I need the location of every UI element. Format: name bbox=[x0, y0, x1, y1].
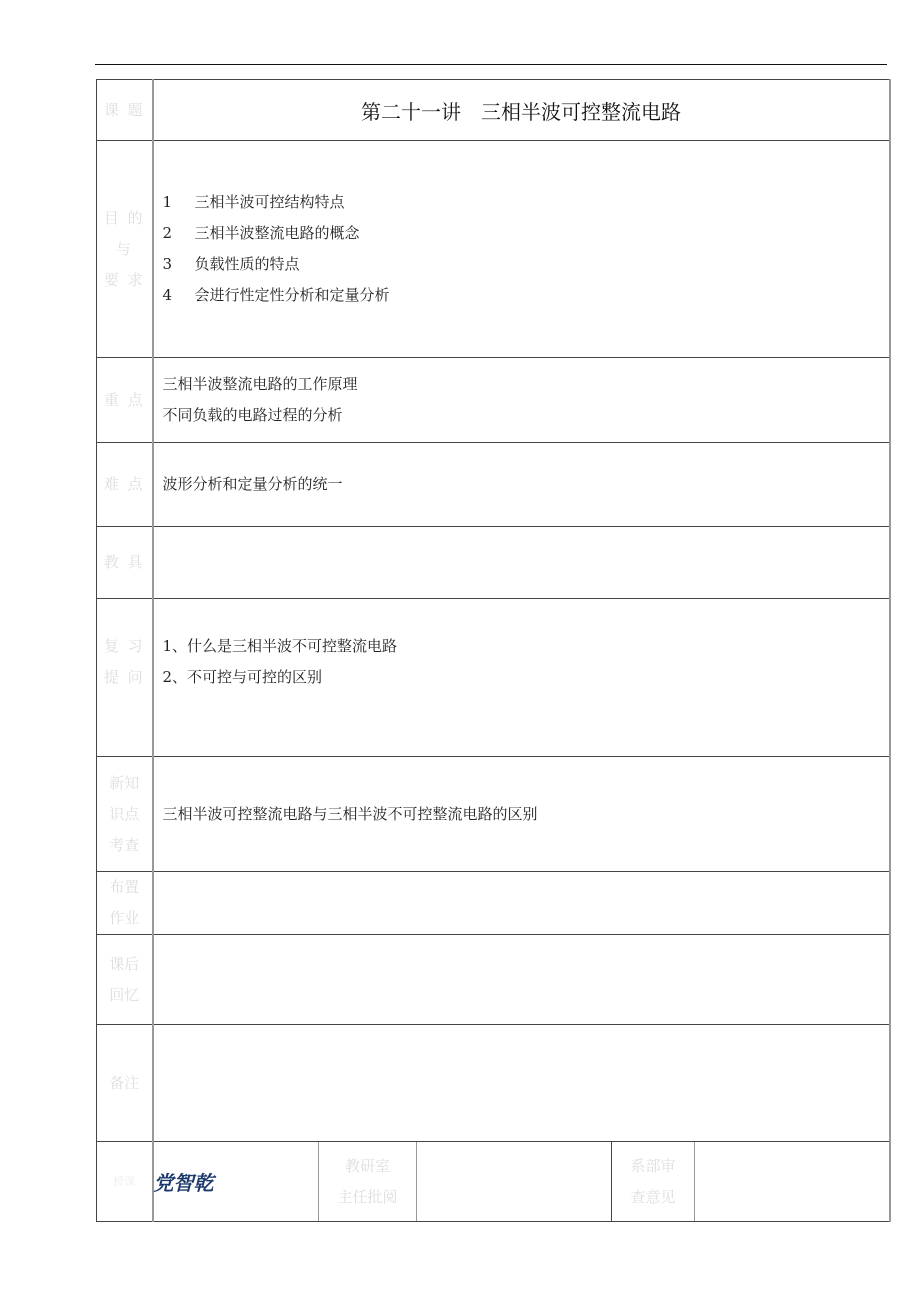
row-remarks bbox=[97, 1025, 890, 1142]
row-homework bbox=[97, 872, 890, 935]
objective-item: 2 三相半波整流电路的概念 bbox=[162, 224, 360, 242]
objectives-list bbox=[153, 141, 890, 358]
row-review bbox=[97, 599, 890, 757]
remarks bbox=[153, 1025, 890, 1142]
header-rule bbox=[95, 64, 887, 65]
label-difficulties: 难 点 bbox=[97, 443, 153, 527]
label-key-points: 重 点 bbox=[97, 358, 153, 443]
lesson-plan-table bbox=[96, 79, 891, 1222]
row-objectives bbox=[97, 141, 890, 358]
objective-item: 1 三相半波可控结构特点 bbox=[162, 193, 345, 211]
review-questions: 1、什么是三相半波不可控整流电路 2、不可控与可控的区别 bbox=[153, 599, 890, 757]
label-topic: 课 题 bbox=[97, 80, 153, 141]
label-remarks: 备注 bbox=[97, 1025, 153, 1142]
research-office-comment bbox=[417, 1142, 612, 1222]
difficulties: 波形分析和定量分析的统一 bbox=[153, 443, 890, 527]
objective-item: 3 负载性质的特点 bbox=[162, 255, 300, 273]
label-teaching-aids: 教 具 bbox=[97, 527, 153, 599]
row-difficulties bbox=[97, 443, 890, 527]
key-points: 三相半波整流电路的工作原理 不同负载的电路过程的分析 bbox=[153, 358, 890, 443]
label-department: 系部审 查意见 bbox=[612, 1142, 695, 1222]
row-new-knowledge bbox=[97, 757, 890, 872]
label-homework: 布置 作业 bbox=[97, 872, 153, 935]
new-knowledge: 三相半波可控整流电路与三相半波不可控整流电路的区别 bbox=[153, 757, 890, 872]
row-signatures bbox=[97, 1142, 890, 1222]
page-title: 第二十一讲 三相半波可控整流电路 bbox=[153, 80, 890, 141]
label-objectives: 目 的 与 要 求 bbox=[97, 141, 153, 358]
objective-item: 4 会进行性定性分析和定量分析 bbox=[162, 286, 390, 304]
row-teaching-aids bbox=[97, 527, 890, 599]
label-teacher: 授课 bbox=[97, 1142, 153, 1222]
label-reflection: 课后 回忆 bbox=[97, 935, 153, 1025]
label-new-knowledge: 新知 识点 考查 bbox=[97, 757, 153, 872]
label-research-office: 教研室 主任批阅 bbox=[319, 1142, 417, 1222]
teaching-aids bbox=[153, 527, 890, 599]
row-reflection bbox=[97, 935, 890, 1025]
homework bbox=[153, 872, 890, 935]
label-review: 复 习 提 问 bbox=[97, 599, 153, 757]
row-key-points bbox=[97, 358, 890, 443]
reflection bbox=[153, 935, 890, 1025]
row-topic bbox=[97, 80, 890, 141]
department-comment bbox=[695, 1142, 890, 1222]
teacher-signature: 党智乾 bbox=[153, 1142, 319, 1222]
